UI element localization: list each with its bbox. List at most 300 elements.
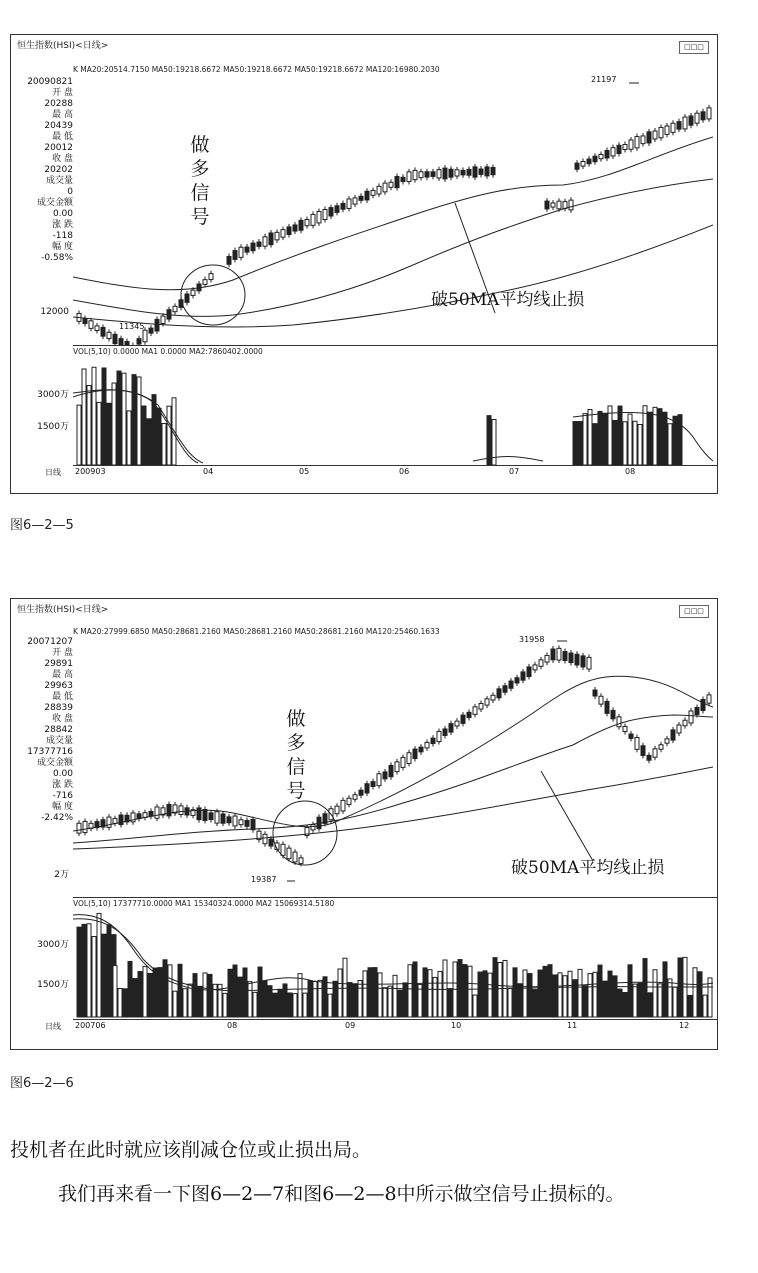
volume-bar [673, 416, 677, 465]
candle-body [275, 232, 279, 240]
volume-bar [82, 369, 86, 465]
vol-tick-1500: 1500万 [37, 980, 69, 990]
volume-bar [563, 976, 567, 1017]
chart-title: 恒生指数(HSI)<日线> [17, 605, 109, 615]
info-value-open: 20288 [44, 99, 73, 109]
candle-body [557, 201, 561, 209]
volume-bar [92, 937, 96, 1017]
info-label-amount: 成交金额 [36, 198, 73, 208]
candle-body [371, 782, 375, 787]
volume-bar [463, 965, 467, 1017]
volume-bar [87, 924, 91, 1017]
candle-body [647, 132, 651, 143]
high-label: 21197 [591, 75, 617, 84]
volume-bar [428, 970, 432, 1017]
volume-bar [102, 368, 106, 465]
candle-body [221, 814, 225, 823]
candle-body [605, 701, 609, 713]
candle-body [473, 167, 477, 177]
candle-body [311, 825, 315, 830]
low-label: 19387 [251, 875, 277, 884]
candle-body [365, 784, 369, 793]
candle-body [377, 774, 381, 786]
candle-body [161, 316, 165, 323]
volume-bar [623, 422, 627, 465]
window-button[interactable]: □□□ [679, 605, 709, 618]
volume-bar [148, 973, 152, 1017]
candle-body [635, 737, 639, 749]
volume-bar [448, 989, 452, 1017]
volume-bar [508, 988, 512, 1017]
volume-bar [633, 421, 637, 465]
candle-body [443, 729, 447, 735]
stop-pointer-line [541, 771, 593, 861]
candle-body [167, 805, 171, 816]
volume-bars [77, 913, 712, 1017]
volume-bar [128, 961, 132, 1017]
candle-body [533, 665, 537, 670]
volume-bar [623, 992, 627, 1017]
panel-divider [73, 345, 717, 346]
volume-bar [198, 986, 202, 1017]
candle-body [101, 327, 105, 336]
info-value-amount: 0.00 [52, 209, 73, 219]
candle-body [665, 126, 669, 134]
volume-bar [123, 989, 127, 1017]
candle-body [113, 819, 117, 824]
candle-body [233, 251, 237, 260]
candle-body [443, 168, 447, 179]
candle-body [329, 208, 333, 216]
candle-body [485, 699, 489, 705]
candle-body [473, 707, 477, 714]
info-label-low: 最 低 [52, 132, 73, 142]
volume-bar [157, 408, 161, 465]
ma-legend: K MA20:27999.6850 MA50:28681.2160 MA50:28681.2160 MA50:28681.2160 MA120:25460.1633 [73, 627, 440, 636]
volume-bar [653, 407, 657, 465]
volume-bar [208, 974, 212, 1017]
volume-bar [438, 971, 442, 1017]
candle-body [491, 167, 495, 174]
volume-bar [698, 972, 702, 1017]
stop-annotation: 破50MA平均线止损 [511, 858, 665, 878]
candle-body [203, 280, 207, 285]
axis-divider [73, 465, 717, 466]
candle-body [245, 247, 249, 252]
candle-body [341, 800, 345, 811]
candle-body [317, 211, 321, 222]
volume-bar [112, 383, 116, 465]
candle-body [407, 753, 411, 764]
candle-body [419, 172, 423, 178]
candle-body [563, 202, 567, 209]
volume-bar [583, 986, 587, 1017]
candle-body [467, 169, 471, 175]
volume-bar [643, 959, 647, 1017]
candle-body [455, 721, 459, 726]
candle-body [701, 112, 705, 120]
candle-body [263, 237, 267, 246]
volume-bar [638, 983, 642, 1017]
candle-body [671, 730, 675, 740]
candle-body [227, 257, 231, 265]
volume-bar [338, 969, 342, 1017]
info-label-close: 收 盘 [52, 154, 73, 164]
volume-bar [653, 970, 657, 1017]
info-label-open: 开 盘 [52, 88, 73, 98]
info-value-open: 29891 [44, 659, 73, 669]
signal-annotation [189, 133, 211, 229]
candle-body [587, 159, 591, 164]
volume-bar [443, 960, 447, 1017]
volume-bar [343, 958, 347, 1017]
candle-body [491, 695, 495, 700]
info-value-low: 28839 [44, 703, 73, 713]
candle-body [653, 749, 657, 757]
candle-body [287, 227, 291, 235]
info-label-change: 涨 跌 [52, 780, 73, 790]
candle-body [353, 198, 357, 204]
volume-bar [458, 960, 462, 1017]
volume-bar [583, 414, 587, 465]
volume-bar [648, 412, 652, 465]
signal-char: 号 [190, 206, 210, 228]
volume-bar [703, 995, 707, 1017]
volume-bar [238, 977, 242, 1017]
signal-annotation [285, 707, 307, 803]
volume-bar [548, 965, 552, 1017]
candle-body [209, 274, 213, 280]
volume-bar [658, 409, 662, 465]
candle-body [401, 758, 405, 768]
panel-divider [73, 897, 717, 898]
candle-body [395, 762, 399, 772]
candle-body [623, 726, 627, 731]
volume-bar [107, 925, 111, 1017]
volume-chart [73, 909, 713, 1019]
candle-body [155, 807, 159, 818]
volume-bar [528, 974, 532, 1017]
x-tick: 11 [567, 1021, 578, 1030]
candle-body [341, 204, 345, 210]
paragraph-1: 投机者在此时就应该削减仓位或止损出局。 [10, 1139, 372, 1161]
vol-tick-3000: 3000万 [37, 390, 69, 400]
candle-body [245, 820, 249, 826]
volume-bar [663, 962, 667, 1017]
vol-tick-1500: 1500万 [37, 422, 69, 432]
volume-bar [578, 422, 582, 465]
figure-caption-1: 图6—2—5 [10, 518, 74, 533]
candle-body [707, 108, 711, 119]
candle-body [545, 655, 549, 662]
candle-body [257, 242, 261, 246]
candle-body [647, 755, 651, 760]
x-tick: 200903 [75, 467, 106, 476]
volume-bar [478, 972, 482, 1017]
candle-body [449, 724, 453, 732]
ma50-line [73, 179, 713, 316]
ma-legend: K MA20:20514.7150 MA50:19218.6672 MA50:19218.6672 MA50:19218.6672 MA120:16980.2030 [73, 65, 440, 74]
candle-body [569, 200, 573, 210]
volume-bar [473, 995, 477, 1017]
candle-body [467, 712, 471, 717]
info-value-high: 20439 [44, 121, 73, 131]
volume-bar [178, 964, 182, 1017]
volume-bar [188, 984, 192, 1017]
candle-body [479, 169, 483, 174]
candle-body [263, 834, 267, 843]
info-panel [11, 637, 73, 824]
signal-char: 多 [190, 158, 210, 180]
volume-bar [127, 411, 131, 465]
volume-bar [693, 968, 697, 1017]
info-panel [11, 77, 73, 264]
info-value-pct: -2.42% [41, 813, 73, 823]
info-label-open: 开 盘 [52, 648, 73, 658]
volume-bar [102, 934, 106, 1017]
candle-body [359, 790, 363, 795]
candle-body [113, 334, 117, 343]
candle-body [503, 686, 507, 692]
volume-bar [658, 984, 662, 1017]
volume-bar [92, 367, 96, 465]
x-tick: 12 [679, 1021, 690, 1030]
volume-bar [258, 967, 262, 1017]
info-label-high: 最 高 [52, 670, 73, 680]
vol-ma3-line [473, 457, 543, 462]
chart-title: 恒生指数(HSI)<日线> [17, 41, 109, 51]
candle-body [383, 183, 387, 192]
volume-bar [633, 984, 637, 1017]
volume-bar [162, 424, 166, 465]
candle-body [563, 652, 567, 661]
signal-char: 多 [286, 732, 306, 754]
candle-body [545, 201, 549, 209]
signal-char: 做 [190, 134, 210, 156]
volume-bar [423, 968, 427, 1017]
candle-body [707, 695, 711, 703]
candle-body [83, 319, 87, 324]
volume-bar [608, 406, 612, 465]
info-value-low: 20012 [44, 143, 73, 153]
volume-bar [97, 913, 101, 1017]
volume-bar [543, 966, 547, 1017]
chart-figure-1 [10, 34, 718, 494]
candle-body [701, 699, 705, 710]
x-tick: 05 [299, 467, 310, 476]
candle-body [575, 654, 579, 665]
candle-body [179, 806, 183, 815]
window-button[interactable]: □□□ [679, 41, 709, 54]
volume-bar [373, 968, 377, 1017]
volume-bar [147, 419, 151, 465]
volume-bar [553, 975, 557, 1017]
candle-body [293, 852, 297, 862]
volume-bar [318, 980, 322, 1017]
volume-bar [228, 969, 232, 1017]
info-label-pct: 幅 度 [52, 802, 73, 812]
candle-body [515, 678, 519, 683]
candle-body [611, 710, 615, 718]
candle-body [107, 332, 111, 338]
volume-bar [613, 420, 617, 465]
candle-body [641, 746, 645, 756]
candle-body [413, 749, 417, 758]
candle-body [461, 170, 465, 175]
high-label: 31958 [519, 635, 545, 644]
volume-bar [97, 402, 101, 465]
volume-bar [573, 422, 577, 465]
candle-body [299, 220, 303, 230]
volume-bar [538, 970, 542, 1017]
volume-bar [223, 993, 227, 1017]
x-tick: 08 [227, 1021, 238, 1030]
x-tick: 200706 [75, 1021, 106, 1030]
info-value-volume: 17377716 [27, 747, 73, 757]
candle-body [581, 161, 585, 166]
x-tick: 10 [451, 1021, 462, 1030]
chart-figure-2 [10, 598, 718, 1050]
candle-body [455, 170, 459, 176]
volume-bar [618, 406, 622, 465]
candles [77, 645, 711, 866]
candle-body [359, 196, 363, 200]
volume-bar [628, 414, 632, 465]
candle-body [227, 817, 231, 823]
candle-body [677, 122, 681, 130]
volume-bar [678, 415, 682, 465]
figure-caption-2: 图6—2—6 [10, 1076, 74, 1091]
volume-bar [348, 983, 352, 1017]
volume-bar [87, 386, 91, 465]
candle-body [617, 145, 621, 153]
candle-body [551, 649, 555, 660]
volume-bar [533, 990, 537, 1017]
candle-body [599, 154, 603, 158]
x-tick: 07 [509, 467, 520, 476]
volume-bar [468, 966, 472, 1017]
candle-body [347, 199, 351, 208]
candle-body [557, 648, 561, 660]
candle-body [431, 172, 435, 177]
signal-char: 号 [286, 780, 306, 802]
candle-body [389, 182, 393, 187]
candle-body [371, 191, 375, 196]
candle-body [281, 230, 285, 238]
candle-body [89, 321, 93, 329]
candle-body [521, 672, 525, 680]
candle-body [191, 290, 195, 295]
low-label: 11345 [119, 322, 145, 331]
candle-body [551, 203, 555, 207]
candle-body [611, 148, 615, 156]
volume-bar [648, 993, 652, 1017]
candle-body [293, 225, 297, 231]
candle-body [197, 808, 201, 820]
candle-body [695, 113, 699, 123]
x-axis-label: 日线 [45, 468, 61, 477]
candle-body [143, 330, 147, 342]
candle-body [623, 145, 627, 150]
candle-body [587, 657, 591, 669]
candle-body [107, 817, 111, 827]
candle-body [431, 738, 435, 743]
candle-body [539, 660, 543, 666]
candle-body [395, 177, 399, 188]
info-label-pct: 幅 度 [52, 242, 73, 252]
candle-body [365, 191, 369, 200]
candle-body [95, 326, 99, 331]
candle-body [305, 220, 309, 226]
volume-bar [273, 993, 277, 1017]
info-value-close: 20202 [44, 165, 73, 175]
info-date: 20071207 [27, 637, 73, 647]
volume-bar [363, 971, 367, 1017]
candle-body [77, 823, 81, 833]
candle-body [671, 123, 675, 132]
candle-body [695, 707, 699, 714]
info-label-change: 涨 跌 [52, 220, 73, 230]
candle-body [593, 156, 597, 161]
signal-char: 信 [286, 756, 306, 778]
volume-bar [668, 424, 672, 465]
candle-body [251, 243, 255, 251]
candle-body [485, 167, 489, 176]
candle-body [659, 745, 663, 749]
volume-bar [263, 981, 267, 1017]
candle-body [83, 821, 87, 832]
info-label-close: 收 盘 [52, 714, 73, 724]
candle-body [641, 136, 645, 144]
volume-bar [333, 981, 337, 1017]
volume-bar [77, 405, 81, 465]
x-tick: 06 [399, 467, 410, 476]
candle-body [659, 127, 663, 137]
ma20-line [73, 137, 713, 290]
volume-bar [313, 981, 317, 1017]
candle-body [383, 772, 387, 779]
price-tick: 12000 [40, 307, 69, 317]
x-tick: 04 [203, 467, 214, 476]
volume-chart [73, 357, 713, 465]
volume-bar [328, 994, 332, 1017]
candle-body [689, 711, 693, 723]
volume-bar [243, 968, 247, 1017]
candle-body [269, 233, 273, 245]
candle-body [149, 328, 153, 333]
info-value-amount: 0.00 [52, 769, 73, 779]
volume-bar [593, 972, 597, 1017]
volume-bar [513, 968, 517, 1017]
vol-tick-3000: 3000万 [37, 940, 69, 950]
info-value-change: -716 [52, 791, 73, 801]
volume-bar [358, 980, 362, 1017]
info-label-low: 最 低 [52, 692, 73, 702]
volume-bar [523, 970, 527, 1017]
info-value-pct: -0.58% [41, 253, 73, 263]
candle-body [209, 813, 213, 820]
info-label-volume: 成交量 [45, 736, 73, 746]
candle-body [461, 715, 465, 723]
candle-body [527, 667, 531, 677]
candle-body [413, 170, 417, 179]
candle-body [149, 811, 153, 816]
volume-bar [613, 976, 617, 1017]
candle-body [437, 170, 441, 178]
candle-body [689, 116, 693, 125]
volume-bar [378, 973, 382, 1017]
volume-bar [122, 373, 126, 465]
